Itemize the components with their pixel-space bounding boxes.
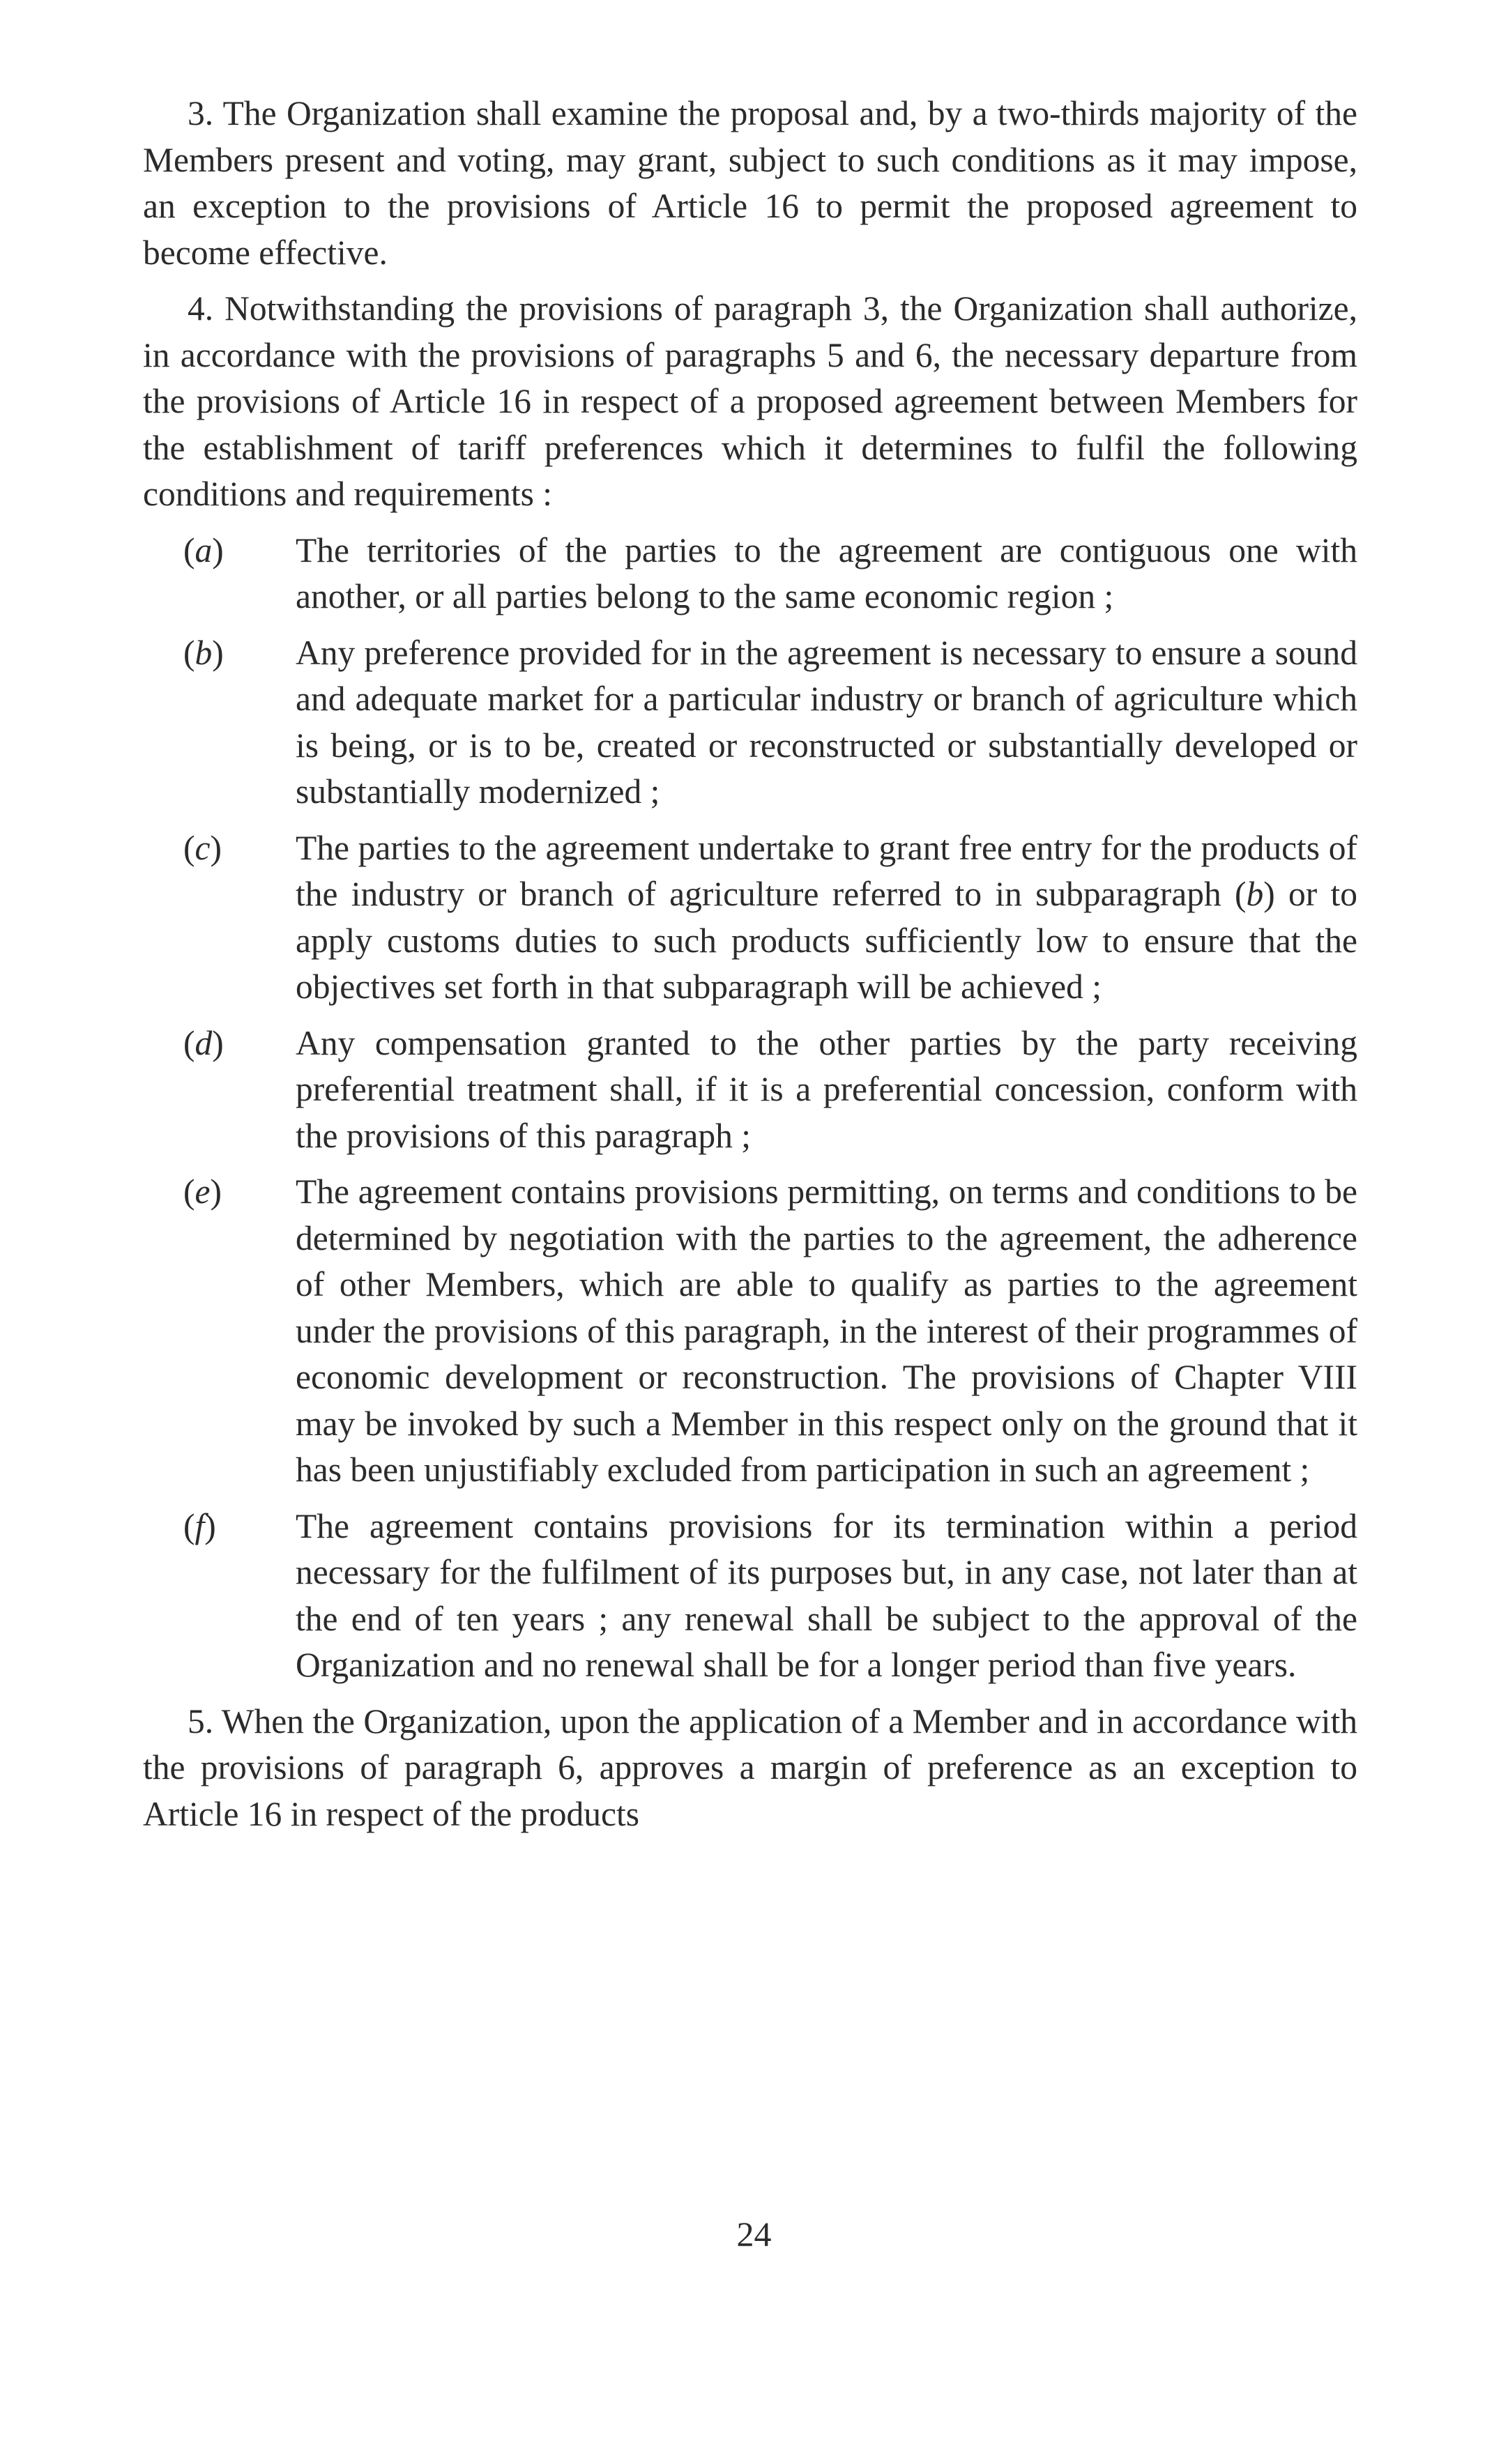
subparagraph-e — [143, 1169, 1357, 1494]
subparagraph-list — [143, 528, 1357, 1689]
subparagraph-label-b: (b) — [183, 633, 224, 672]
subparagraph-text-f: The agreement contains provisions for its termination within a period necessary for the fulfilment of its purposes but, in any case, not later than at the end of ten years ; any renewal shall be subject to the approval of the Organization and no renewal shall be for a longer period than five years. — [296, 1506, 1357, 1684]
document-page — [143, 91, 1357, 1847]
subparagraph-a — [143, 528, 1357, 620]
paragraph-4: 4. Notwithstanding the provisions of paragraph 3, the Organization shall authorize, in accordance with the provisions of paragraphs 5 and 6, the necessary departure from the provisions of Article 16 in respect of a proposed agreement between Members for the establishment of tariff preferences which it determines to fulfil the following conditions and requirements : — [143, 289, 1357, 513]
subparagraph-b — [143, 630, 1357, 816]
subparagraph-text-a: The territories of the parties to the agreement are contiguous one with another, or all parties belong to the same economic region ; — [296, 530, 1357, 615]
subparagraph-label-d: (d) — [183, 1023, 224, 1062]
subparagraph-f — [143, 1503, 1357, 1689]
subparagraph-label-e: (e) — [183, 1172, 222, 1211]
subparagraph-text-e: The agreement contains provisions permitting, on terms and conditions to be determined by negotiation with the parties to the agreement, the adherence of other Members, which are able to qualify as parties to the agreement under the provisions of this paragraph, in the interest of their programmes of economic development or reconstruction. The provisions of Chapter VIII may be invoked by such a Member in this respect only on the ground that it has been unjustifiably excluded from participation in such an agreement ; — [296, 1172, 1357, 1489]
subparagraph-label-c: (c) — [183, 828, 222, 867]
subparagraph-text-b: Any preference provided for in the agreement is necessary to ensure a sound and adequate market for a particular industry or branch of agriculture which is being, or is to be, created or reconstructed or substantially developed or substantially modernized ; — [296, 633, 1357, 811]
page-number: 24 — [736, 2214, 772, 2253]
subparagraph-text-d: Any compensation granted to the other parties by the party receiving preferential treatment shall, if it is a preferential concession, conform with the provisions of this paragraph ; — [296, 1023, 1357, 1155]
subparagraph-c — [143, 825, 1357, 1011]
subparagraph-text-c: The parties to the agreement undertake to grant free entry for the products of the industry or branch of agriculture referred to in subparagraph (b) or to apply customs duties to such products sufficiently low to ensure that the objectives set forth in that subparagraph will be achieved ; — [296, 828, 1357, 1006]
subparagraph-d — [143, 1020, 1357, 1160]
subparagraph-label-a: (a) — [183, 530, 224, 569]
paragraph-3: 3. The Organization shall examine the proposal and, by a two-thirds majority of the Members present and voting, may grant, subject to such conditions as it may impose, an exception to the provisions of Article 16 to permit the proposed agreement to become effective. — [143, 94, 1357, 272]
subparagraph-label-f: (f) — [183, 1506, 216, 1545]
paragraph-5: 5. When the Organization, upon the application of a Member and in accordance with the provisions of paragraph 6, approves a margin of preference as an exception to Article 16 in respect of the products — [143, 1701, 1357, 1833]
subparagraph-reference: b — [1246, 875, 1264, 913]
